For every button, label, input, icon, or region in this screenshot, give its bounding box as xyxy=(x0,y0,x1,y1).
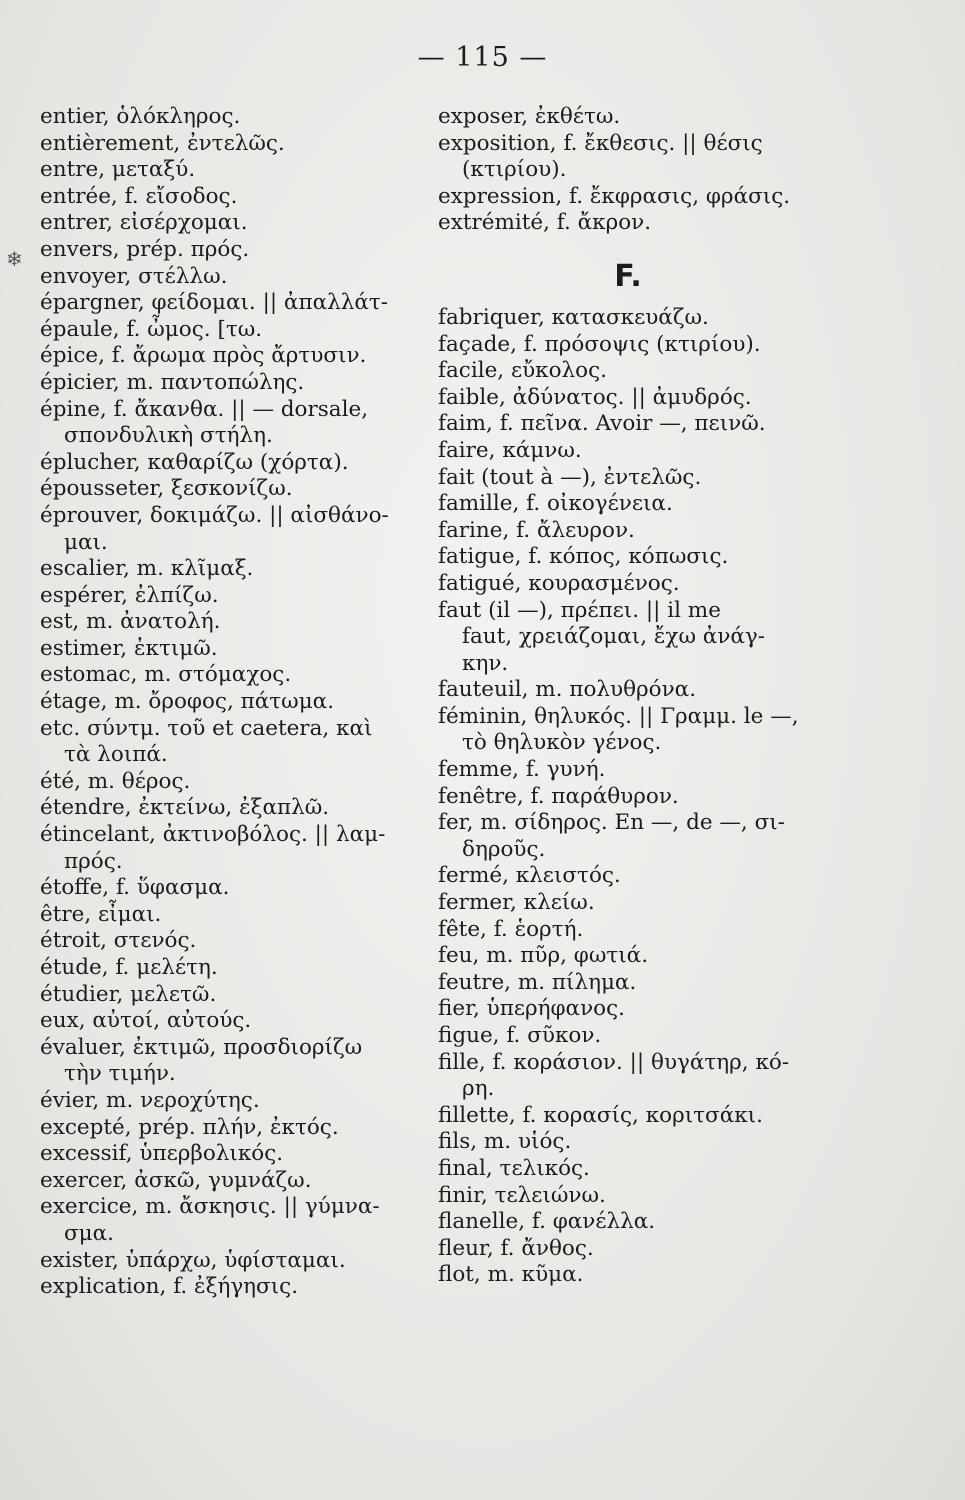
dictionary-entry: κην. xyxy=(462,650,509,676)
dictionary-entry: explication, f. ἐξήγησις. xyxy=(40,1274,299,1300)
dictionary-entry: entier, ὁλόκληρος. xyxy=(40,104,241,129)
dictionary-entry: fer, m. σίδηρος. En —, de —, σι- xyxy=(438,810,785,836)
dictionary-entry: fabriquer, κατασκευάζω. xyxy=(438,304,709,330)
dictionary-entry: épicier, m. παντοπώλης. xyxy=(40,369,305,395)
dictionary-entry: étage, m. ὄροφος, πάτωμα. xyxy=(40,689,335,715)
dictionary-entry: fête, f. ἑορτή. xyxy=(438,916,584,942)
dictionary-entry: faible, ἀδύνατος. || ἀμυδρός. xyxy=(438,384,752,410)
section-heading-f: F. xyxy=(614,258,642,294)
dictionary-entry: évaluer, ἐκτιμῶ, προσδιορίζω xyxy=(40,1034,363,1060)
dictionary-entry: finir, τελειώνω. xyxy=(438,1182,606,1208)
dictionary-entry: excepté, prép. πλήν, ἐκτός. xyxy=(40,1114,339,1140)
dictionary-entry: extrémité, f. ἄκρον. xyxy=(438,210,652,236)
dictionary-entry: façade, f. πρόσοψις (κτιρίου). xyxy=(438,331,761,357)
dictionary-entry: envers, prép. πρός. xyxy=(40,236,250,262)
dictionary-entry: excessif, ὑπερβολικός. xyxy=(40,1141,284,1167)
dictionary-entry: fenêtre, f. παράθυρον. xyxy=(438,783,679,809)
dictionary-entry: σπονδυλικὴ στήλη. xyxy=(64,423,273,449)
dictionary-entry: δηροῦς. xyxy=(462,836,546,862)
dictionary-entry: feu, m. πῦρ, φωτιά. xyxy=(438,943,649,969)
dictionary-entry: faire, κάμνω. xyxy=(438,437,582,463)
dictionary-entry: ρη. xyxy=(462,1076,495,1102)
dictionary-entry: faut (il —), πρέπει. || il me xyxy=(438,597,721,623)
dictionary-entry: μαι. xyxy=(64,529,108,555)
dictionary-entry: escalier, m. κλῖμαξ. xyxy=(40,556,254,582)
dictionary-entry: étincelant, ἀκτινοβόλος. || λαμ- xyxy=(40,822,386,848)
right-column-top xyxy=(438,104,818,237)
dictionary-entry: feutre, m. πίλημα. xyxy=(438,969,637,995)
dictionary-entry: πρός. xyxy=(64,848,123,874)
dictionary-entry: fillette, f. κορασίς, κοριτσάκι. xyxy=(438,1102,763,1128)
dictionary-entry: fier, ὑπερήφανος. xyxy=(438,996,625,1022)
dictionary-entry: été, m. θέρος. xyxy=(40,768,191,794)
dictionary-entry: fait (tout à —), ἐντελῶς. xyxy=(438,464,702,490)
margin-mark-icon: ❄ xyxy=(6,247,23,271)
dictionary-entry: épine, f. ἄκανθα. || — dorsale, xyxy=(40,396,369,422)
dictionary-entry: épousseter, ξεσκονίζω. xyxy=(40,476,293,502)
dictionary-entry: évier, m. νεροχύτης. xyxy=(40,1087,260,1113)
dictionary-entry: épice, f. ἄρωμα πρὸς ἄρτυσιν. xyxy=(40,343,367,369)
page-number: — 115 — xyxy=(417,42,548,73)
right-column xyxy=(438,104,818,1289)
dictionary-entry: fatigue, f. κόπος, κόπωσις. xyxy=(438,544,729,570)
dictionary-entry: famille, f. οἰκογένεια. xyxy=(438,491,673,517)
dictionary-entry: flanelle, f. φανέλλα. xyxy=(438,1209,656,1235)
dictionary-entry: eux, αὐτοί, αὐτούς. xyxy=(40,1008,252,1034)
dictionary-entry: exposer, ἐκθέτω. xyxy=(438,104,621,129)
dictionary-entry: étudier, μελετῶ. xyxy=(40,981,217,1007)
dictionary-entry: être, εἶμαι. xyxy=(40,901,162,927)
dictionary-entry: entrée, f. εἴσοδος. xyxy=(40,183,238,209)
dictionary-entry: étendre, ἐκτείνω, ἐξαπλῶ. xyxy=(40,795,330,821)
dictionary-entry: éplucher, καθαρίζω (χόρτα). xyxy=(40,449,349,475)
dictionary-entry: épaule, f. ὦμος. [τω. xyxy=(40,316,263,342)
dictionary-entry: étude, f. μελέτη. xyxy=(40,955,218,980)
dictionary-entry: fille, f. κοράσιον. || θυγάτηρ, κό- xyxy=(438,1049,790,1075)
dictionary-entry: expression, f. ἔκφρασις, φράσις. xyxy=(438,183,791,209)
dictionary-entry: farine, f. ἄλευρον. xyxy=(438,517,635,543)
dictionary-entry: entièrement, ἐντελῶς. xyxy=(40,130,285,156)
dictionary-entry: étoffe, f. ὕφασμα. xyxy=(40,875,230,901)
dictionary-entry: figue, f. σῦκον. xyxy=(438,1023,602,1048)
dictionary-entry: envoyer, στέλλω. xyxy=(40,263,228,289)
dictionary-entry: féminin, θηλυκός. || Γραμμ. le —, xyxy=(438,703,799,729)
dictionary-entry: femme, f. γυνή. xyxy=(438,757,606,783)
dictionary-entry: fleur, f. ἄνθος. xyxy=(438,1235,594,1261)
dictionary-entry: éprouver, δοκιμάζω. || αἰσθάνο- xyxy=(40,502,389,528)
dictionary-entry: τὰ λοιπά. xyxy=(64,742,168,768)
dictionary-entry: σμα. xyxy=(64,1220,115,1246)
dictionary-entry: exercice, m. ἄσκησις. || γύμνα- xyxy=(40,1194,380,1220)
dictionary-entry: épargner, φείδομαι. || ἀπαλλάτ- xyxy=(40,290,389,316)
dictionary-entry: fatigué, κουρασμένος. xyxy=(438,570,680,596)
dictionary-entry: faut, χρειάζομαι, ἔχω ἀνάγ- xyxy=(462,624,766,650)
dictionary-entry: espérer, ἐλπίζω. xyxy=(40,582,219,608)
dictionary-entry: estimer, ἐκτιμῶ. xyxy=(40,635,218,661)
dictionary-entry: etc. σύντμ. τοῦ et caetera, καὶ xyxy=(40,715,373,741)
left-column xyxy=(40,104,420,1301)
dictionary-entry: fermé, κλειστός. xyxy=(438,863,621,889)
dictionary-entry: fils, m. υἱός. xyxy=(438,1129,572,1155)
dictionary-entry: exister, ὑπάρχω, ὑφίσταμαι. xyxy=(40,1247,346,1273)
dictionary-entry: fauteuil, m. πολυθρόνα. xyxy=(438,677,697,703)
dictionary-entry: exposition, f. ἔκθεσις. || θέσις xyxy=(438,130,763,156)
dictionary-entry: final, τελικός. xyxy=(438,1155,590,1181)
dictionary-entry: facile, εὔκολος. xyxy=(438,358,607,384)
dictionary-entry: entre, μεταξύ. xyxy=(40,157,196,183)
dictionary-entry: est, m. ἀνατολή. xyxy=(40,609,221,635)
dictionary-entry: τὴν τιμήν. xyxy=(64,1061,176,1087)
dictionary-entry: faim, f. πεῖνα. Avoir —, πεινῶ. xyxy=(438,411,766,437)
dictionary-entry: flot, m. κῦμα. xyxy=(438,1262,584,1288)
dictionary-entry: fermer, κλείω. xyxy=(438,890,595,916)
dictionary-entry: (κτιρίου). xyxy=(462,157,567,183)
dictionary-entry: entrer, εἰσέρχομαι. xyxy=(40,210,248,236)
right-column-bottom xyxy=(438,305,818,1289)
dictionary-entry: estomac, m. στόμαχος. xyxy=(40,662,292,688)
dictionary-entry: exercer, ἀσκῶ, γυμνάζω. xyxy=(40,1167,312,1193)
dictionary-entry: τὸ θηλυκὸν γένος. xyxy=(462,730,662,756)
dictionary-entry: étroit, στενός. xyxy=(40,928,197,954)
